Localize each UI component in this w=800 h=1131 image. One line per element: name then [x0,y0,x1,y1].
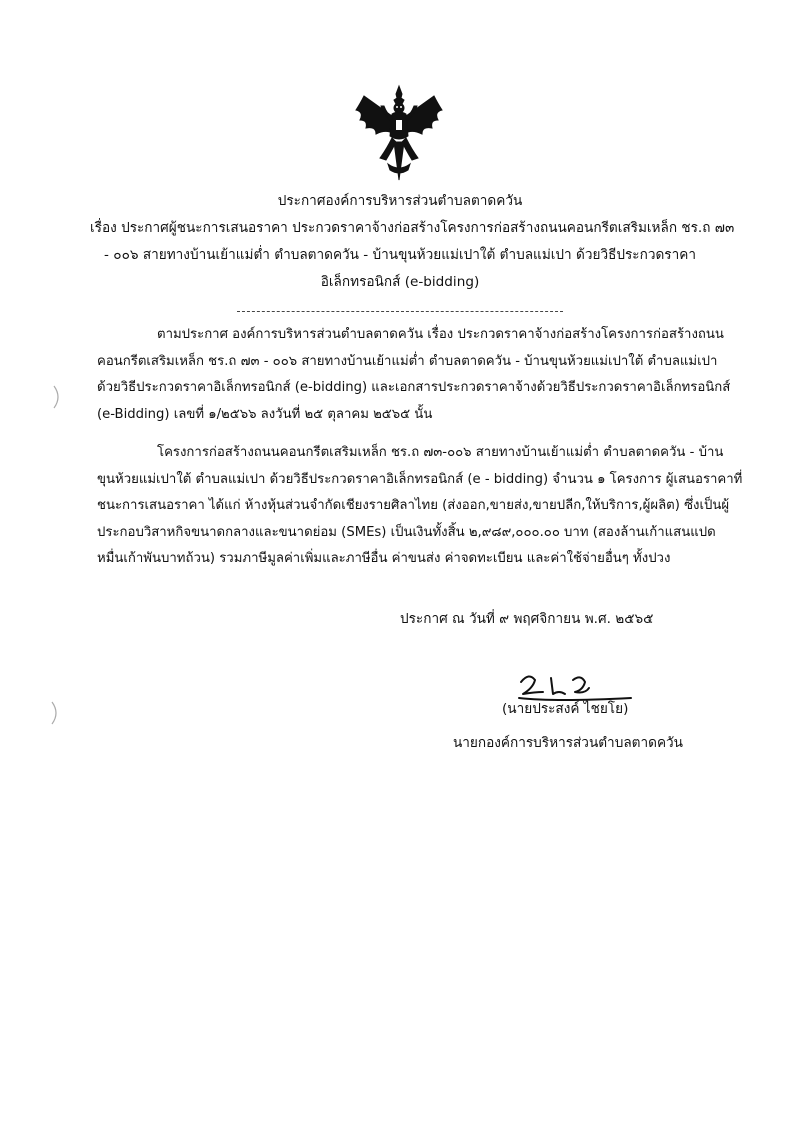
paragraph-line: ด้วยวิธีประกวดราคาอิเล็กทรอนิกส์ (e-bidding) และเอกสารประกวดราคาจ้างด้วยวิธีประกวดราคาอิเล็กทรอนิกส์ [97,380,731,395]
subject-line-2: - ๐๐๖ สายทางบ้านเย้าแม่ต่ำ ตำบลตาดควัน - บ้านขุนห้วยแม่เปาใต้ ตำบลแม่เปา ด้วยวิธีประกวดราคา [104,247,696,263]
punch-hole-mark [48,700,62,726]
dashed-separator [237,311,563,312]
paragraph-line: คอนกรีตเสริมเหล็ก ชร.ถ ๗๓ - ๐๐๖ สายทางบ้านเย้าแม่ต่ำ ตำบลตาดควัน - บ้านขุนห้วยแม่เปาใต้ ตำบลแม่เปา [97,353,718,369]
paragraph-line: ประกอบวิสาหกิจขนาดกลางและขนาดย่อม (SMEs) เป็นเงินทั้งสิ้น ๒,๙๘๙,๐๐๐.๐๐ บาท (สองล้านเก้าแสนแปด [97,524,716,540]
garuda-emblem-icon [350,84,448,184]
document-header [90,188,735,296]
subject-line-3: อิเล็กทรอนิกส์ (e-bidding) [320,274,480,290]
paragraph-line: หมื่นเก้าพันบาทถ้วน) รวมภาษีมูลค่าเพิ่มและภาษีอื่น ค่าขนส่ง ค่าจดทะเบียน และค่าใช้จ่ายอื่นๆ ทั้งปวง [97,551,671,566]
punch-hole-mark [50,384,64,410]
paragraph-line: ชนะการเสนอราคา ได้แก่ ห้างหุ้นส่วนจำกัดเชียงรายศิลาไทย (ส่งออก,ขายส่ง,ขายปลีก,ให้บริการ,ผู้ผลิต) ซึ่งเป็นผู้ [97,498,730,513]
signer-name: (นายประสงค์ ไชยโย) [502,701,629,717]
paragraph-line: ตามประกาศ องค์การบริหารส่วนตำบลตาดควัน เรื่อง ประกวดราคาจ้างก่อสร้างโครงการก่อสร้างถนน [157,327,724,342]
paragraph-line: ขุนห้วยแม่เปาใต้ ตำบลแม่เปา ด้วยวิธีประกวดราคาอิเล็กทรอนิกส์ (e - bidding) จำนวน ๑ โครงการ ผู้เสนอราคาที่ [97,471,743,487]
paragraph-winner [97,440,742,573]
subject-line-1: เรื่อง ประกาศผู้ชนะการเสนอราคา ประกวดราคาจ้างก่อสร้างโครงการก่อสร้างถนนคอนกรีตเสริมเหล็ก ชร.ถ ๗๓ [90,220,735,236]
signer-position: นายกองค์การบริหารส่วนตำบลตาดควัน [453,735,683,751]
paragraph-line: (e-Bidding) เลขที่ ๑/๒๕๖๖ ลงวันที่ ๒๕ ตุลาคม ๒๕๖๕ นั้น [97,406,433,422]
paragraph-line: โครงการก่อสร้างถนนคอนกรีตเสริมเหล็ก ชร.ถ ๗๓-๐๐๖ สายทางบ้านเย้าแม่ต่ำ ตำบลตาดควัน - บ้าน [157,445,724,460]
announcement-date: ประกาศ ณ วันที่ ๙ พฤศจิกายน พ.ศ. ๒๕๖๕ [400,611,654,627]
org-title: ประกาศองค์การบริหารส่วนตำบลตาดควัน [277,193,523,209]
paragraph-reference [97,322,730,428]
